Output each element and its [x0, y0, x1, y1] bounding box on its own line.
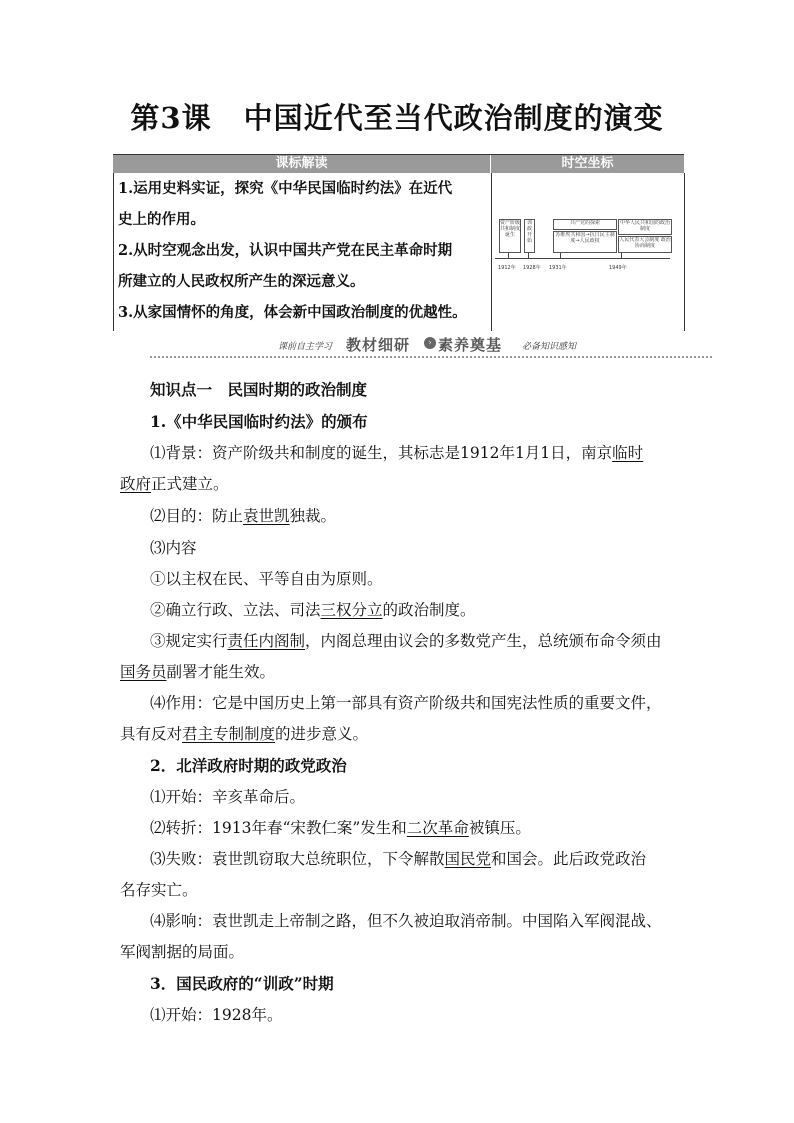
- standards-line-5: 3.从家国情怀的角度，体会新中国政治制度的优越性。: [118, 304, 467, 321]
- standards-line-1: 1.运用史料实证，探究《中华民国临时约法》在近代: [118, 180, 453, 197]
- standards-cell: [113, 173, 492, 331]
- timeline-box-soviet: 苏维埃共和国→抗日民主制度→人民政权: [553, 231, 617, 253]
- underlined-term: 二次革命: [406, 819, 469, 837]
- timeline-box-republic: 资产阶级共和制度诞生: [499, 219, 521, 253]
- paragraph-line: ①以主权在民、平等自由为原则。: [150, 570, 383, 588]
- standards-line-2: 史上的作用。: [118, 211, 205, 228]
- underlined-term: 临时: [612, 444, 644, 462]
- paragraph-line: ⑴开始：辛亥革命后。: [150, 788, 306, 806]
- underlined-term: 责任内阁制: [227, 632, 306, 650]
- paragraph-line: ⑴背景：资产阶级共和制度的诞生，其标志是1912年1月1日，南京临时: [150, 444, 644, 462]
- timeline-cell: [491, 173, 685, 331]
- subheading: 3．国民政府的“训政”时期: [150, 974, 334, 993]
- underlined-term: 三权分立: [320, 601, 383, 619]
- paragraph-line: 国务员副署才能生效。: [120, 663, 276, 681]
- underlined-term: 政府: [120, 475, 152, 493]
- timeline-tick: [508, 253, 509, 258]
- timeline-tick: [528, 253, 529, 258]
- paragraph-line: ②确立行政、立法、司法三权分立的政治制度。: [150, 601, 476, 619]
- paragraph-line: ⑷作用：它是中国历史上第一部具有资产阶级共和国宪法性质的重要文件，: [150, 694, 662, 712]
- paragraph-line: 具有反对君主专制制度的进步意义。: [120, 725, 369, 743]
- banner-right-text: 必备知识感知: [522, 342, 577, 352]
- underlined-term: 国务员: [120, 663, 167, 681]
- paragraph-line: ⑶失败：袁世凯窃取大总统职位，下令解散国民党和国会。此后政党政治: [150, 850, 647, 868]
- paragraph-line: ⑵转折：1913年春“宋教仁案”发生和二次革命被镇压。: [150, 819, 531, 837]
- underlined-term: 袁世凯: [243, 507, 290, 525]
- timeline-tick: [560, 253, 561, 258]
- underlined-term: 君主专制制度: [182, 725, 276, 743]
- timeline-diagram: [491, 173, 684, 331]
- paragraph-line: 政府正式建立。: [120, 475, 229, 493]
- timeline-axis: [495, 258, 670, 259]
- paragraph-line: ⑷影响：袁世凯走上帝制之路，但不久被迫取消帝制。中国陷入军阀混战、: [150, 912, 662, 930]
- timeline-tick: [621, 253, 622, 258]
- timeline-box-npc: 人民代表大会制度 政治协商制度: [618, 236, 672, 253]
- header-standards: 课标解读: [113, 155, 491, 173]
- banner-main-text-2: 素养奠基: [438, 336, 503, 354]
- timeline-box-prc: 中华人民共和国的政治制度: [618, 219, 672, 235]
- timeline-year: 1912年: [498, 265, 516, 271]
- underlined-term: 国民党: [444, 850, 492, 868]
- paragraph-line: ⑴开始：1928年。: [150, 1006, 283, 1024]
- lesson-name: 中国近代至当代政治制度的演变: [243, 101, 664, 135]
- timeline-year: 1931年: [549, 265, 567, 271]
- page-title: [0, 96, 794, 137]
- banner-left-text: 课前自主学习: [278, 342, 333, 352]
- section-heading: 知识点一 民国时期的政治制度: [150, 380, 368, 399]
- header-timeline: 时空坐标: [491, 155, 684, 173]
- subheading: 2．北洋政府时期的政党政治: [150, 756, 347, 775]
- standards-line-4: 所建立的人民政权所产生的深远意义。: [118, 273, 365, 290]
- banner-main-text-1: 教材细研: [346, 336, 411, 354]
- paragraph-line: 名存实亡。: [120, 881, 198, 899]
- paragraph-line: ③规定实行责任内阁制，内阁总理由议会的多数党产生，总统颁布命令须由: [150, 632, 662, 650]
- timeline-year: 1928年: [523, 265, 541, 271]
- standards-line-3: 2.从时空观念出发，认识中国共产党在民主革命时期: [118, 242, 453, 259]
- paragraph-line: ⑶内容: [150, 539, 197, 557]
- paragraph-line: ⑵目的：防止袁世凯独裁。: [150, 507, 337, 525]
- paragraph-line: 军阀割据的局面。: [120, 943, 245, 961]
- section-banner: [150, 334, 712, 358]
- timeline-box-cpc: 共产党的探索: [553, 219, 617, 230]
- standards-table: [113, 154, 684, 331]
- banner-dot-icon: ›: [424, 337, 436, 349]
- subheading: 1.《中华民国临时约法》的颁布: [150, 412, 368, 431]
- timeline-box-tutelage: 训政开始: [524, 219, 535, 253]
- timeline-year: 1949年: [609, 265, 627, 271]
- banner-dotted-line: [150, 356, 712, 358]
- lesson-number: 第3课: [130, 101, 212, 135]
